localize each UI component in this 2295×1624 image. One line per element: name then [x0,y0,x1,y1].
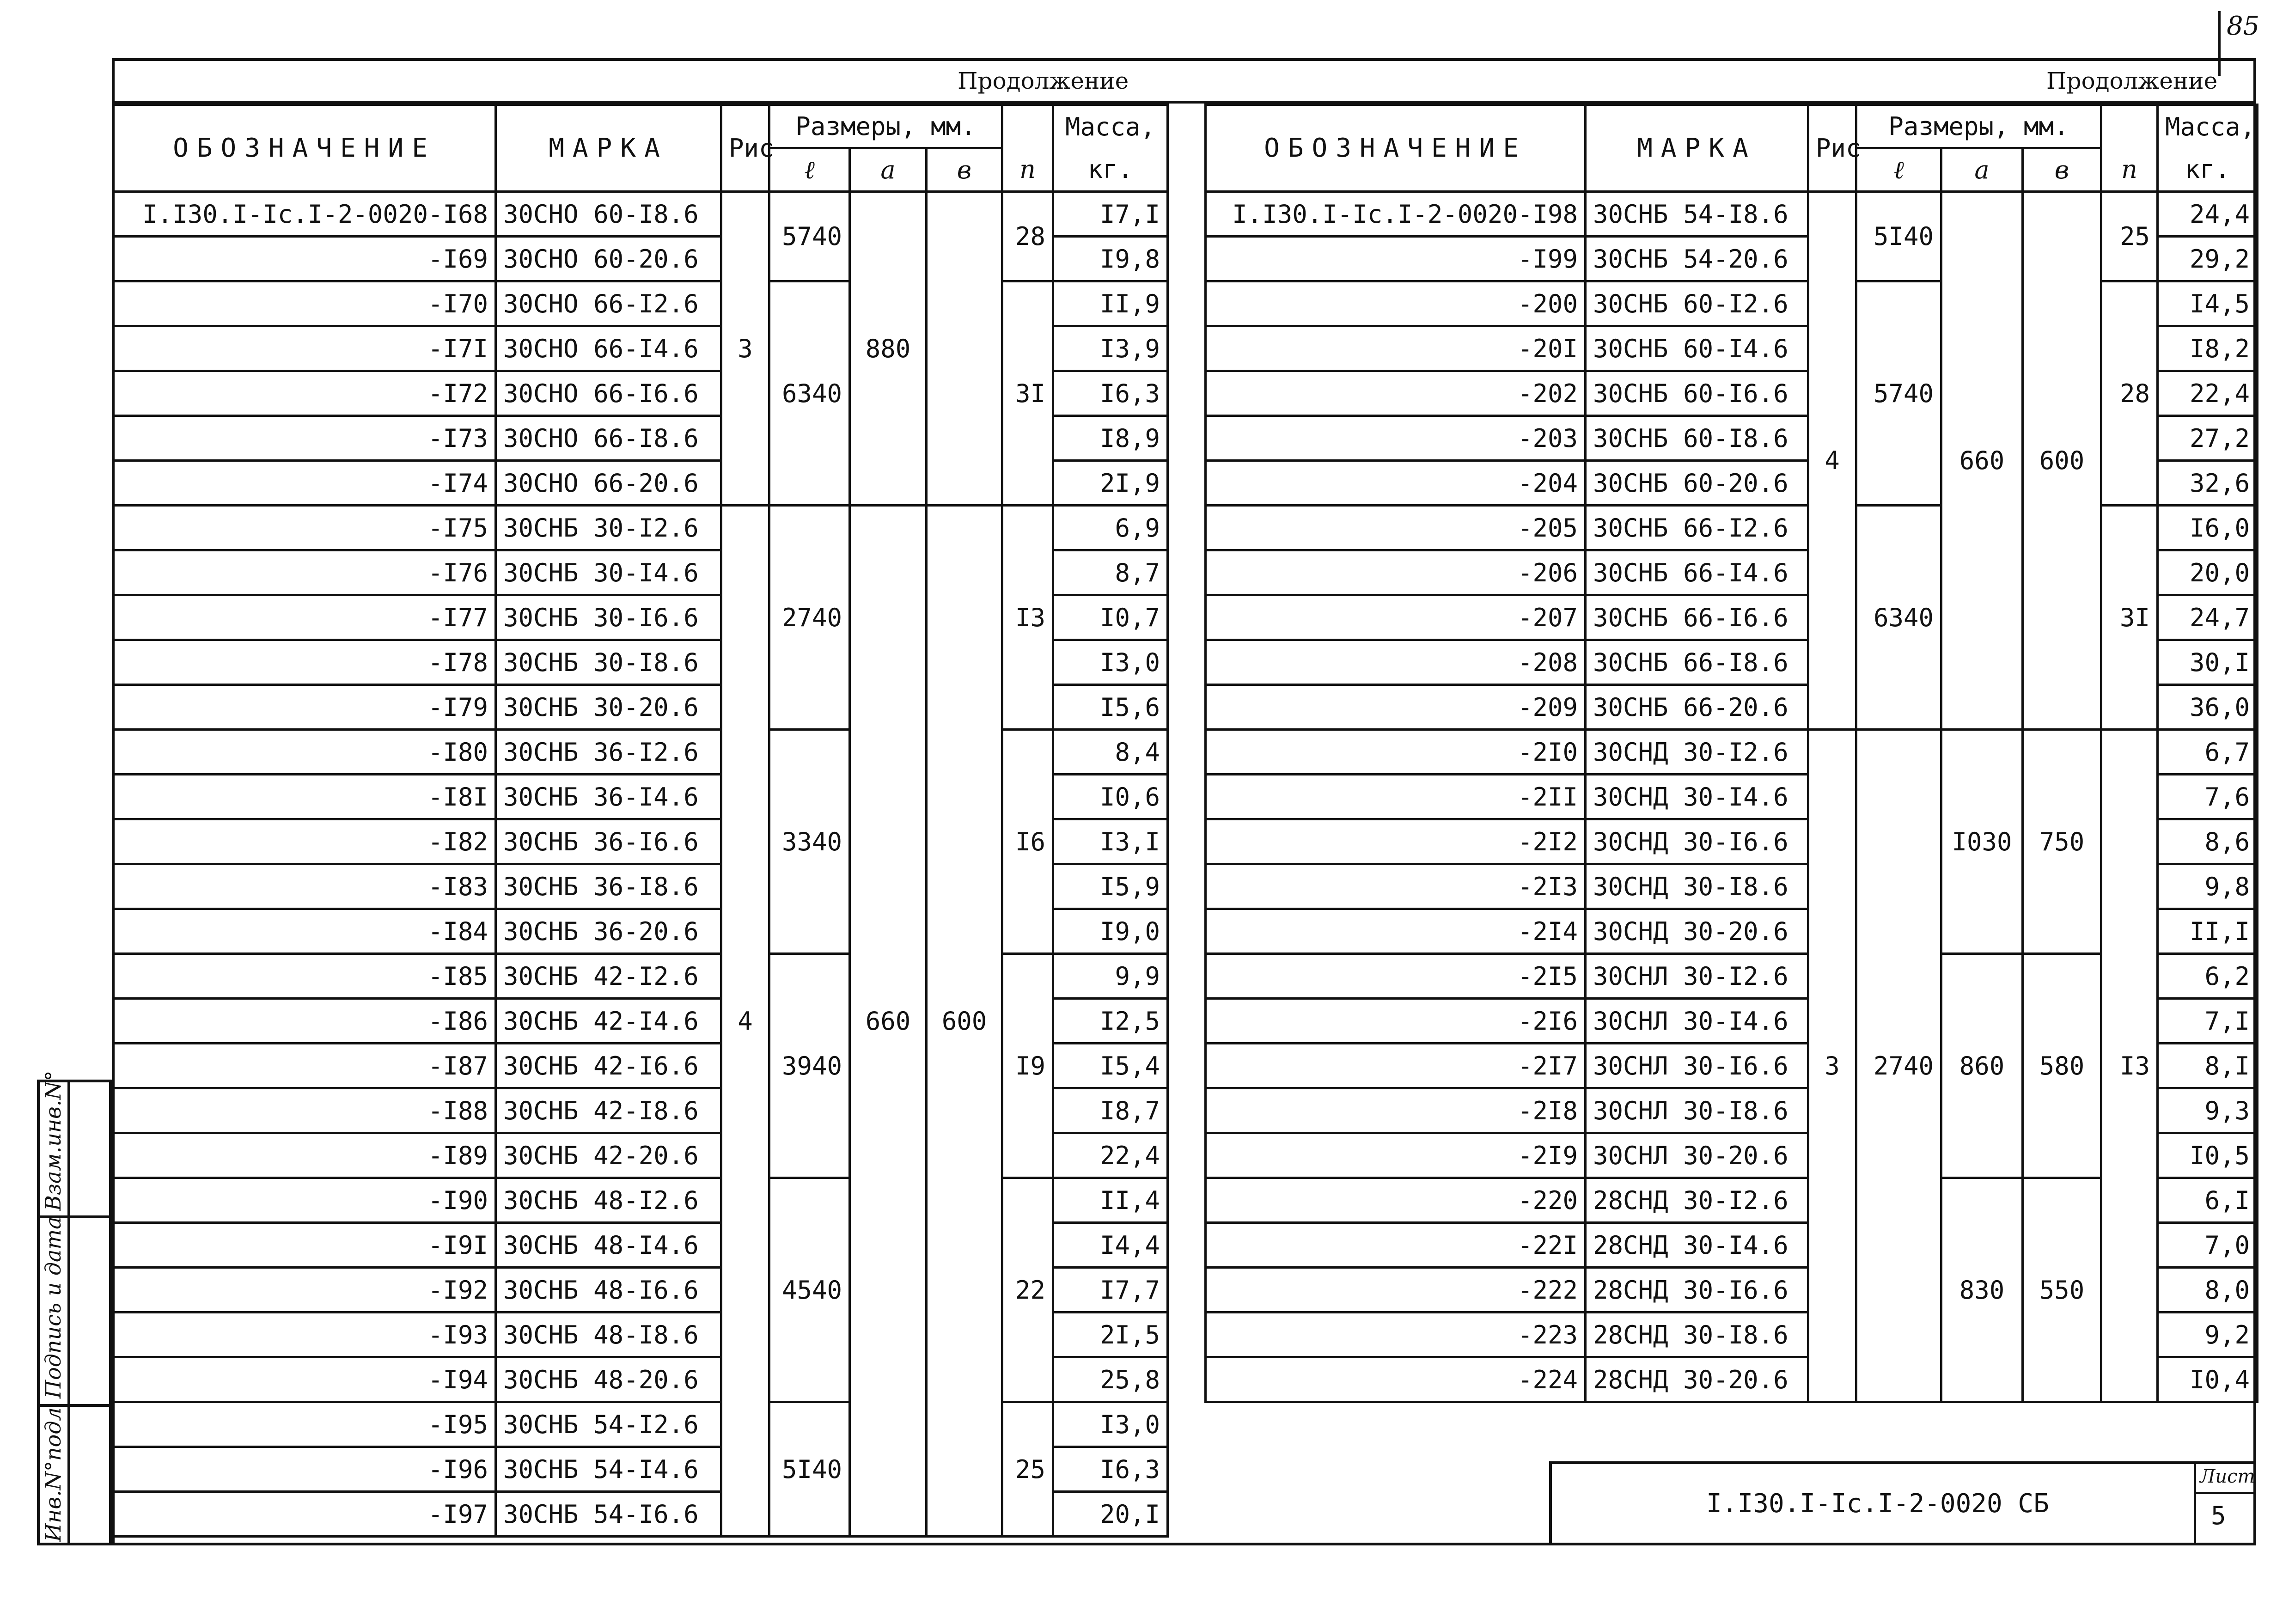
designation-cell: -I83 [113,864,496,909]
designation-cell: -I75 [113,506,496,550]
length-cell: 2740 [1856,730,1941,1402]
length-cell: 6340 [769,281,850,506]
designation-cell: -I80 [113,730,496,775]
mark-cell: 28СНД 30-I2.6 [1586,1178,1808,1223]
length-cell: 5I40 [1856,192,1941,281]
mark-cell: 30СНД 30-I6.6 [1586,819,1808,864]
fig-cell: 3 [1808,730,1856,1402]
mark-cell: 30СНБ 30-I6.6 [496,595,721,640]
mark-cell: 30СНО 60-I8.6 [496,192,721,237]
a-cell: I030 [1941,730,2023,954]
designation-cell: -I72 [113,371,496,416]
designation-cell: -I88 [113,1088,496,1133]
b-cell [927,192,1002,506]
mass-cell: II,I [2158,909,2258,954]
mass-cell: I4,5 [2158,281,2258,326]
mass-cell: 36,0 [2158,685,2258,730]
continuation-label-left: Продолжение [958,67,1129,94]
designation-cell: -I74 [113,461,496,506]
mass-cell: I9,0 [1053,909,1168,954]
mark-cell: 30СНБ 54-I8.6 [1586,192,1808,237]
mark-cell: 30СНБ 36-I2.6 [496,730,721,775]
mass-cell: I8,9 [1053,416,1168,461]
mark-cell: 30СНБ 60-I6.6 [1586,371,1808,416]
fig-cell: 4 [1808,192,1856,730]
length-cell: 5740 [1856,281,1941,506]
mass-cell: 24,4 [2158,192,2258,237]
document-code: I.I30.I-Ic.I-2-0020 СБ [1706,1488,2049,1519]
mass-cell: 2I,9 [1053,461,1168,506]
continuation-label-right: Продолжение [2046,67,2218,94]
designation-cell: -206 [1206,550,1586,595]
sheet-label: Лист [2200,1466,2255,1487]
n-cell: 3I [1002,281,1053,506]
table-row [113,954,1168,999]
mass-cell: 7,I [2158,999,2258,1044]
mark-cell: 30СНО 66-I2.6 [496,281,721,326]
mark-cell: 30СНД 30-I4.6 [1586,775,1808,819]
strip-cell-sign [67,1215,112,1407]
mass-cell: I3,0 [1053,640,1168,685]
mass-cell: I0,5 [2158,1133,2258,1178]
designation-cell: -200 [1206,281,1586,326]
designation-cell: -2I8 [1206,1088,1586,1133]
mark-cell: 30СНБ 66-I2.6 [1586,506,1808,550]
mark-cell: 30СНЛ 30-I4.6 [1586,999,1808,1044]
header-b: в [927,148,1002,192]
mark-cell: 30СНБ 66-20.6 [1586,685,1808,730]
header-a: a [850,148,927,192]
mark-cell: 30СНБ 48-I6.6 [496,1268,721,1313]
mass-cell: 32,6 [2158,461,2258,506]
mark-cell: 28СНД 30-I6.6 [1586,1268,1808,1313]
designation-cell: -I82 [113,819,496,864]
length-cell: 6340 [1856,506,1941,730]
mark-cell: 30СНБ 42-20.6 [496,1133,721,1178]
strip-text-sign-date: Подпись и дата [41,1216,66,1398]
n-cell: 25 [2101,192,2158,281]
designation-cell: -I93 [113,1313,496,1357]
b-cell: 580 [2023,954,2101,1178]
mass-cell: I0,6 [1053,775,1168,819]
mass-cell: 29,2 [2158,237,2258,281]
designation-cell: -222 [1206,1268,1586,1313]
n-cell: 25 [1002,1402,1053,1537]
length-cell: 3340 [769,730,850,954]
mark-cell: 30СНБ 54-I2.6 [496,1402,721,1447]
mark-cell: 30СНБ 36-I6.6 [496,819,721,864]
mark-cell: 30СНД 30-I2.6 [1586,730,1808,775]
mass-cell: 27,2 [2158,416,2258,461]
designation-cell: -I78 [113,640,496,685]
designation-cell: -I95 [113,1402,496,1447]
header-sizes: Размеры, мм. [1856,105,2101,148]
b-cell: 600 [2023,192,2101,730]
mark-cell: 30СНО 66-I6.6 [496,371,721,416]
mark-cell: 30СНО 66-20.6 [496,461,721,506]
mass-cell: 6,9 [1053,506,1168,550]
designation-cell: -2I6 [1206,999,1586,1044]
designation-cell: -2I9 [1206,1133,1586,1178]
length-cell: 3940 [769,954,850,1178]
mark-cell: 30СНЛ 30-I8.6 [1586,1088,1808,1133]
header-sizes: Размеры, мм. [769,105,1002,148]
header-fig: Рис [721,105,769,192]
designation-cell: -I7I [113,326,496,371]
mass-cell: I5,6 [1053,685,1168,730]
designation-cell: -I76 [113,550,496,595]
table-row [113,1178,1168,1223]
mass-cell: I3,I [1053,819,1168,864]
b-cell: 600 [927,506,1002,1537]
mass-cell: I7,I [1053,192,1168,237]
mass-cell: I3,9 [1053,326,1168,371]
a-cell: 860 [1941,954,2023,1178]
designation-cell: -I9I [113,1223,496,1268]
mass-cell: 9,3 [2158,1088,2258,1133]
mark-cell: 30СНЛ 30-20.6 [1586,1133,1808,1178]
mass-cell: 8,6 [2158,819,2258,864]
length-cell: 5I40 [769,1402,850,1537]
title-block [1549,1461,2256,1545]
mass-cell: I2,5 [1053,999,1168,1044]
designation-cell: I.I30.I-Ic.I-2-0020-I98 [1206,192,1586,237]
mass-cell: 9,8 [2158,864,2258,909]
designation-cell: -204 [1206,461,1586,506]
mark-cell: 30СНБ 30-I8.6 [496,640,721,685]
mark-cell: 30СНБ 42-I8.6 [496,1088,721,1133]
designation-cell: -I73 [113,416,496,461]
mark-cell: 30СНД 30-20.6 [1586,909,1808,954]
designation-cell: -I87 [113,1044,496,1088]
mark-cell: 30СНБ 60-I4.6 [1586,326,1808,371]
mark-cell: 30СНЛ 30-I2.6 [1586,954,1808,999]
header-fig: Рис [1808,105,1856,192]
header-mass-unit: кг. [1053,148,1168,192]
header-l: ℓ [1856,148,1941,192]
mass-cell: 9,9 [1053,954,1168,999]
designation-cell: -I69 [113,237,496,281]
mass-cell: 20,0 [2158,550,2258,595]
designation-cell: -I92 [113,1268,496,1313]
designation-cell: -I77 [113,595,496,640]
header-designation: ОБОЗНАЧЕНИЕ [1206,105,1586,192]
designation-cell: -I89 [113,1133,496,1178]
designation-cell: -I70 [113,281,496,326]
designation-cell: -2II [1206,775,1586,819]
strip-cell-inv [67,1404,112,1545]
fig-cell: 4 [721,506,769,1537]
mass-cell: I4,4 [1053,1223,1168,1268]
b-cell: 550 [2023,1178,2101,1402]
mass-cell: I8,7 [1053,1088,1168,1133]
mass-cell: II,9 [1053,281,1168,326]
header-designation: ОБОЗНАЧЕНИЕ [113,105,496,192]
mark-cell: 30СНБ 60-20.6 [1586,461,1808,506]
mass-cell: 7,0 [2158,1223,2258,1268]
designation-cell: -2I2 [1206,819,1586,864]
mark-cell: 30СНБ 66-I4.6 [1586,550,1808,595]
n-cell: 28 [1002,192,1053,281]
n-cell: I3 [1002,506,1053,730]
designation-cell: -2I4 [1206,909,1586,954]
designation-cell: -I90 [113,1178,496,1223]
mark-cell: 30СНО 66-I8.6 [496,416,721,461]
table-row [113,281,1168,326]
mass-cell: 8,4 [1053,730,1168,775]
strip-divider-2 [37,1404,70,1407]
designation-cell: -224 [1206,1357,1586,1402]
mark-cell: 30СНД 30-I8.6 [1586,864,1808,909]
mark-cell: 30СНО 60-20.6 [496,237,721,281]
designation-cell: -I94 [113,1357,496,1402]
designation-cell: -I86 [113,999,496,1044]
spec-table-right [1204,104,2258,1403]
mass-cell: 7,6 [2158,775,2258,819]
table-row [1206,730,2258,775]
mass-cell: 22,4 [2158,371,2258,416]
mark-cell: 30СНБ 36-I8.6 [496,864,721,909]
designation-cell: -I79 [113,685,496,730]
sheet-number: 5 [2211,1501,2226,1530]
mass-cell: 8,I [2158,1044,2258,1088]
designation-cell: -20I [1206,326,1586,371]
mass-cell: II,4 [1053,1178,1168,1223]
header-mark: МАРКА [1586,105,1808,192]
table-row [113,192,1168,237]
table-row [113,506,1168,550]
mass-cell: I3,0 [1053,1402,1168,1447]
mass-cell: 20,I [1053,1492,1168,1537]
mass-cell: 25,8 [1053,1357,1168,1402]
mass-cell: 8,0 [2158,1268,2258,1313]
mass-cell: I5,4 [1053,1044,1168,1088]
mass-cell: 6,7 [2158,730,2258,775]
header-n: n [2101,148,2158,192]
header-mark: МАРКА [496,105,721,192]
mass-cell: I0,4 [2158,1357,2258,1402]
header-mass-unit: кг. [2158,148,2258,192]
mark-cell: 30СНБ 48-I8.6 [496,1313,721,1357]
n-cell: I9 [1002,954,1053,1178]
mass-cell: I6,0 [2158,506,2258,550]
mark-cell: 30СНО 66-I4.6 [496,326,721,371]
mass-cell: I6,3 [1053,1447,1168,1492]
mark-cell: 30СНЛ 30-I6.6 [1586,1044,1808,1088]
sheet-box [2194,1464,2253,1543]
strip-text-inv-orig: Инв.N°подл [41,1407,66,1542]
spec-table-left [112,104,1169,1538]
mark-cell: 30СНБ 30-20.6 [496,685,721,730]
a-cell: 830 [1941,1178,2023,1402]
mark-cell: 30СНБ 54-I6.6 [496,1492,721,1537]
mark-cell: 30СНБ 30-I4.6 [496,550,721,595]
mass-cell: I0,7 [1053,595,1168,640]
table-row [1206,1178,2258,1223]
mark-cell: 30СНБ 54-I4.6 [496,1447,721,1492]
table-row [1206,192,2258,237]
mass-cell: 22,4 [1053,1133,1168,1178]
mark-cell: 30СНБ 60-I8.6 [1586,416,1808,461]
mass-cell: I9,8 [1053,237,1168,281]
designation-cell: -I97 [113,1492,496,1537]
designation-cell: -I99 [1206,237,1586,281]
strip-cell-replace [67,1080,112,1218]
length-cell: 5740 [769,192,850,281]
mark-cell: 30СНБ 42-I2.6 [496,954,721,999]
designation-cell: -208 [1206,640,1586,685]
mark-cell: 30СНБ 36-I4.6 [496,775,721,819]
mark-cell: 30СНБ 48-20.6 [496,1357,721,1402]
mass-cell: 8,7 [1053,550,1168,595]
designation-cell: -2I7 [1206,1044,1586,1088]
mark-cell: 30СНБ 66-I8.6 [1586,640,1808,685]
sheet-divider [2196,1492,2253,1494]
designation-cell: -207 [1206,595,1586,640]
mark-cell: 30СНБ 42-I4.6 [496,999,721,1044]
mark-cell: 30СНБ 66-I6.6 [1586,595,1808,640]
designation-cell: -2I0 [1206,730,1586,775]
mark-cell: 28СНД 30-I8.6 [1586,1313,1808,1357]
table-row [113,1402,1168,1447]
header-mass: Масса, [2158,105,2258,148]
mass-cell: 24,7 [2158,595,2258,640]
n-cell: I6 [1002,730,1053,954]
header-a: a [1941,148,2023,192]
header-mass: Масса, [1053,105,1168,148]
designation-cell: -202 [1206,371,1586,416]
strip-text-replace-inv: Взам.инв.N° [41,1070,66,1211]
mass-cell: 9,2 [2158,1313,2258,1357]
designation-cell: -I84 [113,909,496,954]
mark-cell: 28СНД 30-I4.6 [1586,1223,1808,1268]
mark-cell: 30СНБ 60-I2.6 [1586,281,1808,326]
designation-cell: -I96 [113,1447,496,1492]
n-cell: 3I [2101,506,2158,730]
header-b: в [2023,148,2101,192]
mass-cell: I7,7 [1053,1268,1168,1313]
mark-cell: 28СНД 30-20.6 [1586,1357,1808,1402]
table-row [1206,954,2258,999]
mark-cell: 30СНБ 48-I2.6 [496,1178,721,1223]
designation-cell: -2I5 [1206,954,1586,999]
designation-cell: -2I3 [1206,864,1586,909]
b-cell: 750 [2023,730,2101,954]
a-cell: 660 [850,506,927,1537]
designation-cell: -I8I [113,775,496,819]
left-stamp-strip [37,1070,112,1545]
header-l: ℓ [769,148,850,192]
mass-cell: I6,3 [1053,371,1168,416]
length-cell: 4540 [769,1178,850,1402]
table-row [113,730,1168,775]
n-cell: 28 [2101,281,2158,506]
designation-cell: I.I30.I-Ic.I-2-0020-I68 [113,192,496,237]
designation-cell: -I85 [113,954,496,999]
mass-cell: 6,2 [2158,954,2258,999]
fig-cell: 3 [721,192,769,506]
mark-cell: 30СНБ 42-I6.6 [496,1044,721,1088]
designation-cell: -203 [1206,416,1586,461]
designation-cell: -209 [1206,685,1586,730]
page-number: 85 [2227,11,2260,41]
designation-cell: -205 [1206,506,1586,550]
n-cell: I3 [2101,730,2158,1402]
mark-cell: 30СНБ 54-20.6 [1586,237,1808,281]
mass-cell: I8,2 [2158,326,2258,371]
mass-cell: 6,I [2158,1178,2258,1223]
mass-cell: I5,9 [1053,864,1168,909]
designation-cell: -223 [1206,1313,1586,1357]
a-cell: 880 [850,192,927,506]
n-cell: 22 [1002,1178,1053,1402]
header-n: n [1002,148,1053,192]
a-cell: 660 [1941,192,2023,730]
designation-cell: -22I [1206,1223,1586,1268]
mark-cell: 30СНБ 36-20.6 [496,909,721,954]
mass-cell: 2I,5 [1053,1313,1168,1357]
mark-cell: 30СНБ 30-I2.6 [496,506,721,550]
mark-cell: 30СНБ 48-I4.6 [496,1223,721,1268]
mass-cell: 30,I [2158,640,2258,685]
length-cell: 2740 [769,506,850,730]
designation-cell: -220 [1206,1178,1586,1223]
